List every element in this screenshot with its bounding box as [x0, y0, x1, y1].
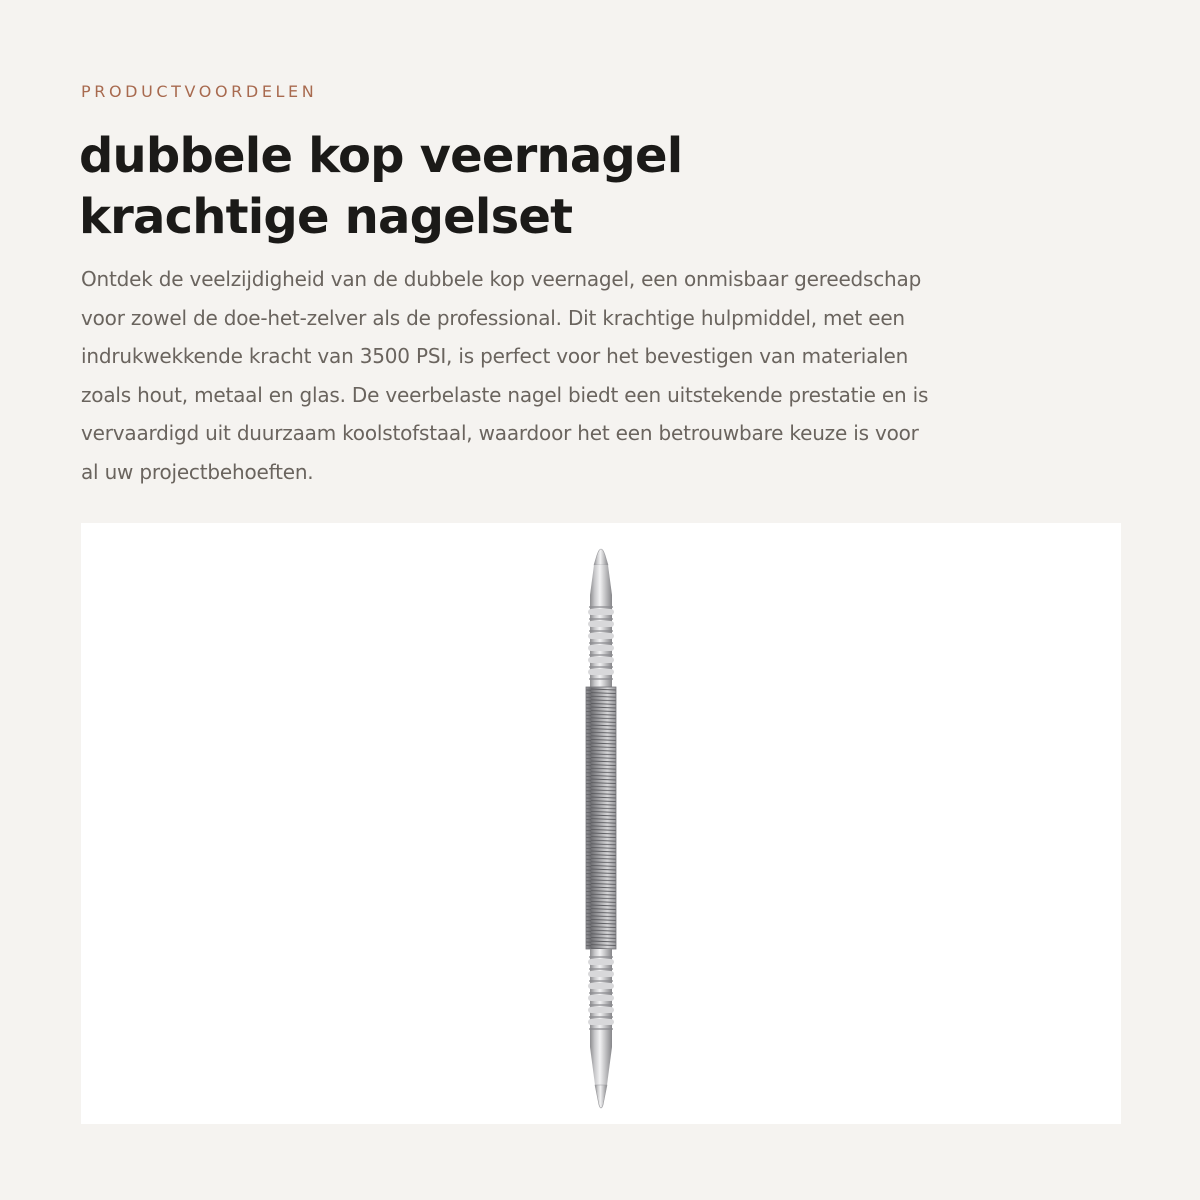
description-line: voor zowel de doe-het-zelver als de professional. Dit krachtige hulpmiddel, met een — [81, 305, 905, 330]
product-title — [79, 126, 1079, 248]
description-line: al uw projectbehoeften. — [81, 459, 314, 484]
product-description — [81, 260, 1081, 492]
description-line: Ontdek de veelzijdigheid van de dubbele kop veernagel, een onmisbaar gereedschap — [81, 267, 922, 291]
product-title-line: dubbele kop veernagel — [79, 128, 683, 184]
section-eyebrow: PRODUCTVOORDELEN — [81, 82, 318, 101]
description-line: zoals hout, metaal en glas. De veerbelaste nagel biedt een uitstekende prestatie en is — [81, 382, 929, 407]
product-benefits-section — [81, 0, 1121, 1200]
description-line: vervaardigd uit duurzaam koolstofstaal, waardoor het een betrouwbare keuze is voor — [81, 421, 919, 446]
description-line: indrukwekkende kracht van 3500 PSI, is perfect voor het bevestigen van materialen — [81, 344, 909, 369]
product-image-panel — [81, 523, 1121, 1124]
product-title-line: krachtige nagelset — [79, 189, 573, 245]
double-head-spring-nail-set-icon — [81, 523, 1121, 1124]
